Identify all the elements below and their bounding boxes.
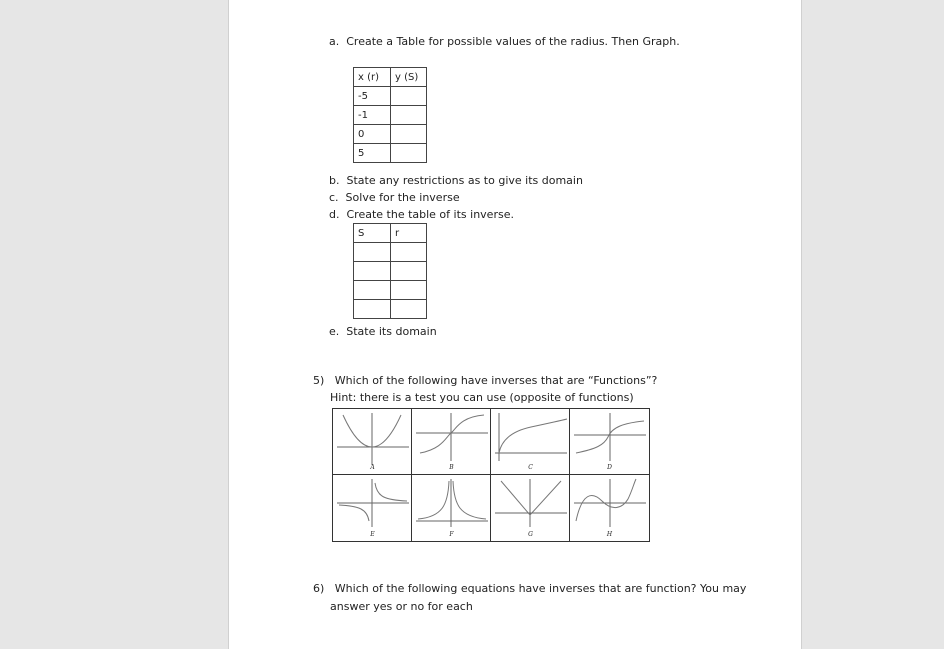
question-6-number: 6) bbox=[313, 582, 325, 595]
part-e bbox=[329, 325, 437, 339]
table-cell bbox=[354, 243, 391, 262]
part-a-text: Create a Table for possible values of the radius. Then Graph. bbox=[346, 35, 680, 48]
table-header: y (S) bbox=[391, 68, 427, 87]
graph-label: D bbox=[607, 464, 612, 471]
graph-label: A bbox=[370, 464, 375, 471]
table-cell bbox=[354, 262, 391, 281]
question-5 bbox=[313, 374, 657, 388]
part-b-text: State any restrictions as to give its domain bbox=[346, 174, 583, 187]
table-cell: -5 bbox=[354, 87, 391, 106]
table-cell bbox=[391, 144, 427, 163]
table-cell bbox=[391, 125, 427, 144]
question-6-line2: answer yes or no for each bbox=[330, 600, 473, 613]
table-header: x (r) bbox=[354, 68, 391, 87]
graph-grid bbox=[332, 408, 650, 542]
graph-d bbox=[570, 409, 649, 475]
part-c bbox=[329, 191, 460, 205]
part-c-marker: c. bbox=[329, 191, 339, 204]
part-d bbox=[329, 208, 514, 222]
question-5-number: 5) bbox=[313, 374, 325, 387]
table-cell bbox=[391, 300, 427, 319]
question-5-hint: Hint: there is a test you can use (opposite of functions) bbox=[330, 391, 634, 404]
graph-f bbox=[412, 475, 491, 541]
part-b bbox=[329, 174, 583, 188]
graph-e bbox=[333, 475, 412, 541]
inverse-table bbox=[353, 223, 427, 319]
graph-c bbox=[491, 409, 570, 475]
radius-table bbox=[353, 67, 427, 163]
graph-label: G bbox=[528, 531, 533, 538]
part-d-text: Create the table of its inverse. bbox=[346, 208, 514, 221]
table-cell bbox=[391, 87, 427, 106]
graph-g bbox=[491, 475, 570, 541]
graph-label: E bbox=[370, 531, 375, 538]
graph-label: B bbox=[449, 464, 454, 471]
part-d-marker: d. bbox=[329, 208, 340, 221]
graph-b bbox=[412, 409, 491, 475]
part-a-marker: a. bbox=[329, 35, 340, 48]
table-header: S bbox=[354, 224, 391, 243]
table-cell: 5 bbox=[354, 144, 391, 163]
table-cell: -1 bbox=[354, 106, 391, 125]
part-e-text: State its domain bbox=[346, 325, 437, 338]
table-cell bbox=[354, 300, 391, 319]
part-e-marker: e. bbox=[329, 325, 340, 338]
table-header: r bbox=[391, 224, 427, 243]
question-6 bbox=[313, 582, 746, 596]
table-cell bbox=[391, 262, 427, 281]
graph-label: F bbox=[449, 531, 454, 538]
table-cell bbox=[391, 106, 427, 125]
part-c-text: Solve for the inverse bbox=[345, 191, 460, 204]
graph-a bbox=[333, 409, 412, 475]
table-cell: 0 bbox=[354, 125, 391, 144]
table-cell bbox=[391, 281, 427, 300]
graph-label: H bbox=[606, 531, 613, 538]
graph-label: C bbox=[528, 464, 533, 471]
table-cell bbox=[391, 243, 427, 262]
graph-h bbox=[570, 475, 649, 541]
question-6-text: Which of the following equations have inverses that are function? You may bbox=[334, 582, 747, 595]
table-cell bbox=[354, 281, 391, 300]
question-5-text: Which of the following have inverses that are “Functions”? bbox=[334, 374, 658, 387]
document-page bbox=[228, 0, 802, 649]
part-a bbox=[329, 35, 680, 49]
part-b-marker: b. bbox=[329, 174, 340, 187]
